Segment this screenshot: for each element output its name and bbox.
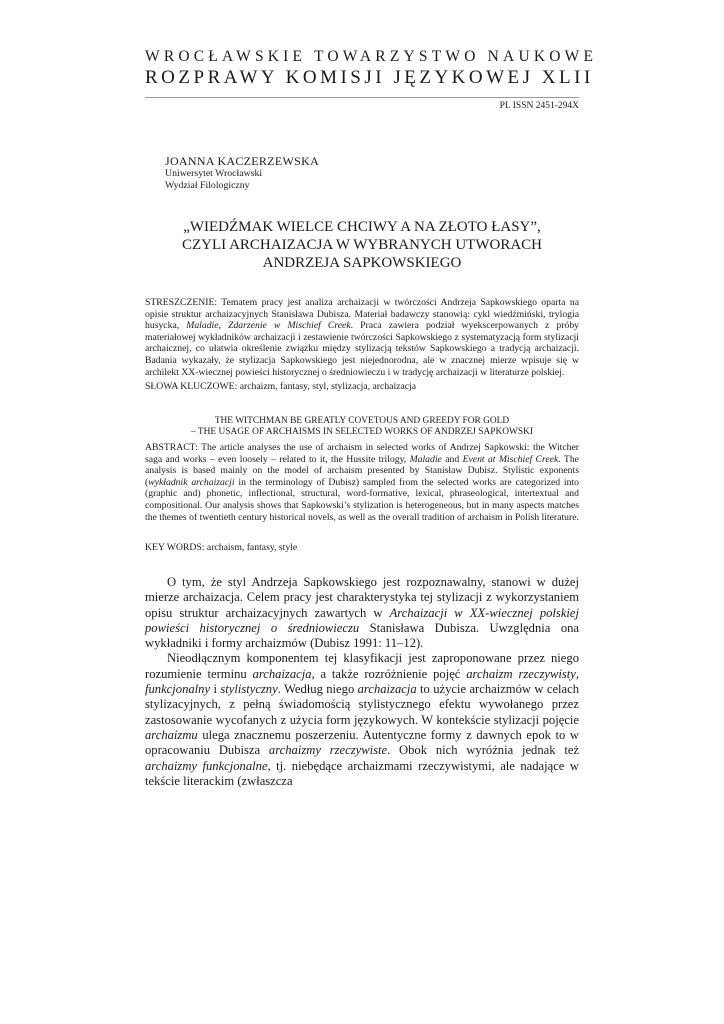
work-title: Maladie: [186, 320, 219, 332]
term: wykładnik archaizacji: [148, 476, 235, 488]
work-title: Zdarzenie w Mischief Creek: [228, 320, 351, 332]
body-text: Nieodłącznym komponentem tej klasyfikacji jest zaproponowane przez niego rozumienie terminu: [145, 651, 579, 681]
term: archaizm rzeczywisty: [466, 666, 576, 681]
body-text: , tj. niebędące archaizmami rzeczywistymi, ale nadające w tekście literackim (zwłaszcza: [145, 758, 579, 788]
author-affiliation-faculty: Wydział Filologiczny: [165, 180, 250, 191]
abstract-english: [145, 442, 579, 523]
issn-number: PL ISSN 2451-294X: [499, 101, 579, 111]
term: archaizmy rzeczywiste: [268, 743, 388, 758]
body-text: . Obok nich wyróżnia jednak też: [387, 743, 580, 758]
article-title-line: „WIEDŹMAK WIELCE CHCIWY A NA ZŁOTO ŁASY”,: [183, 219, 541, 235]
term: archaizacja: [357, 682, 417, 697]
work-title: Maladie: [409, 453, 442, 465]
body-text: O tym, że styl Andrzeja Sapkowskiego jest rozpoznawalny, stanowi w dużej mierze archaizacja. Celem pracy jest charakterystyka tej stylizacji z wykorzystaniem opisu struktur archaizacyjnych zawartych w: [145, 575, 579, 620]
abstract-text: and: [441, 453, 463, 465]
abstract-polish: [145, 297, 579, 378]
society-name: WROCŁAWSKIE TOWARZYSTWO NAUKOWE: [145, 48, 598, 65]
keywords-polish: SŁOWA KLUCZOWE: archaizm, fantasy, styl, stylizacja, archaizacja: [145, 381, 417, 392]
abstract-text: STRESZCZENIE: Tematem pracy jest analiza archaizacji w twórczości Andrzeja Sapkowskiego oparta na opisie struktur archaizacyjnych Stanisława Dubisza. Materiał badawczy stanowią: cykl wiedźmiński, trylogia husycka,: [145, 297, 579, 332]
body-text: , a także rozróżnienie pojęć: [311, 666, 467, 681]
author-name: JOANNA KACZERZEWSKA: [165, 154, 320, 168]
body-text: . Według niego: [277, 682, 358, 697]
abstract-text: in the terminology of Dubisz) sampled from the selected works are categorized into (graphic and) phonetic, inflectional, structural, word-formative, lexical, phraseological, intertextual and compositional. Our analysis shows that Sapkowski’s stylization is heterogeneous, but in many aspects matches the themes of twentieth century historical novels, as well as the overall tradition of archaism in Polish literature.: [145, 476, 579, 523]
article-body: [145, 575, 579, 789]
body-text: Stanisława Dubisza. Uwzględnia ona wykładniki i formy archaizmów (Dubisz 1991: 11–12).: [145, 620, 580, 651]
body-text: ulega znacznemu poszerzeniu. Autentyczne formy z dawnych epok to w opracowaniu Dubisza: [145, 727, 579, 758]
body-text: i: [210, 682, 221, 697]
term: archaizmu: [145, 727, 198, 742]
abstract-text: ABSTRACT: The article analyses the use of archaism in selected works of Andrzej Sapkowski: the Witcher saga and works – even loosely – related to it, the Hussite trilogy,: [145, 442, 579, 465]
term: archaizmy funkcjonalne: [145, 758, 268, 773]
abstract-text: . The analysis is based mainly on the model of archaism presented by Stanisław Dubisz. Stylistic exponents (: [145, 453, 579, 488]
article-title-line: CZYLI ARCHAIZACJA W WYBRANYCH UTWORACH: [181, 237, 542, 253]
series-title: ROZPRAWY KOMISJI JĘZYKOWEJ XLII: [145, 67, 594, 88]
article-title: [145, 218, 579, 272]
body-text: ,: [575, 666, 580, 681]
term: stylistyczny: [220, 682, 278, 697]
body-text: to użycie archaizmów w celach stylizacyjnych, z pełną świadomością stylistycznego efektu wywołanego przez zastosowanie wycofanych z użycia form językowych. W kontekście stylizacji pojęcie: [145, 682, 580, 727]
english-title: [145, 416, 579, 439]
abstract-text: . Praca zawiera podział wyekscerpowanych z próby materiałowej wykładników archaizacji i zestawienie twórczości Sapkowskiego z systematyzacją form stylizacji archaicznej, co ułatwia określenie związku między stylizacją tekstów Sapkowskiego a tradycją archaizacji. Badania wykazały, że stylizacja Sapkowskiego jest niejednorodna, ale w znacznej mierze wpisuje się w archilekt XX-wiecznej powieści historycznej o średniowieczu i w tradycję archaizacji w literaturze polskiej.: [145, 320, 580, 378]
keywords-english: KEY WORDS: archaism, fantasy, style: [145, 542, 298, 553]
english-title-line: THE WITCHMAN BE GREATLY COVETOUS AND GREEDY FOR GOLD: [214, 416, 510, 426]
body-paragraph: [145, 651, 579, 789]
term: archaizacja: [252, 666, 312, 681]
english-title-line: – THE USAGE OF ARCHAISMS IN SELECTED WORKS OF ANDRZEJ SAPKOWSKI: [191, 427, 533, 438]
cited-work-title: Archaizacji w XX-wiecznej polskiej powieści historycznej o średniowieczu: [145, 605, 579, 635]
body-paragraph: [145, 575, 579, 651]
work-title: Event at Mischief Creek: [462, 453, 559, 465]
header-rule: [145, 97, 579, 98]
term: funkcjonalny: [145, 682, 211, 697]
abstract-text: ,: [218, 320, 229, 332]
author-affiliation-university: Uniwersytet Wrocławski: [165, 168, 263, 179]
article-title-line: ANDRZEJA SAPKOWSKIEGO: [262, 255, 462, 271]
